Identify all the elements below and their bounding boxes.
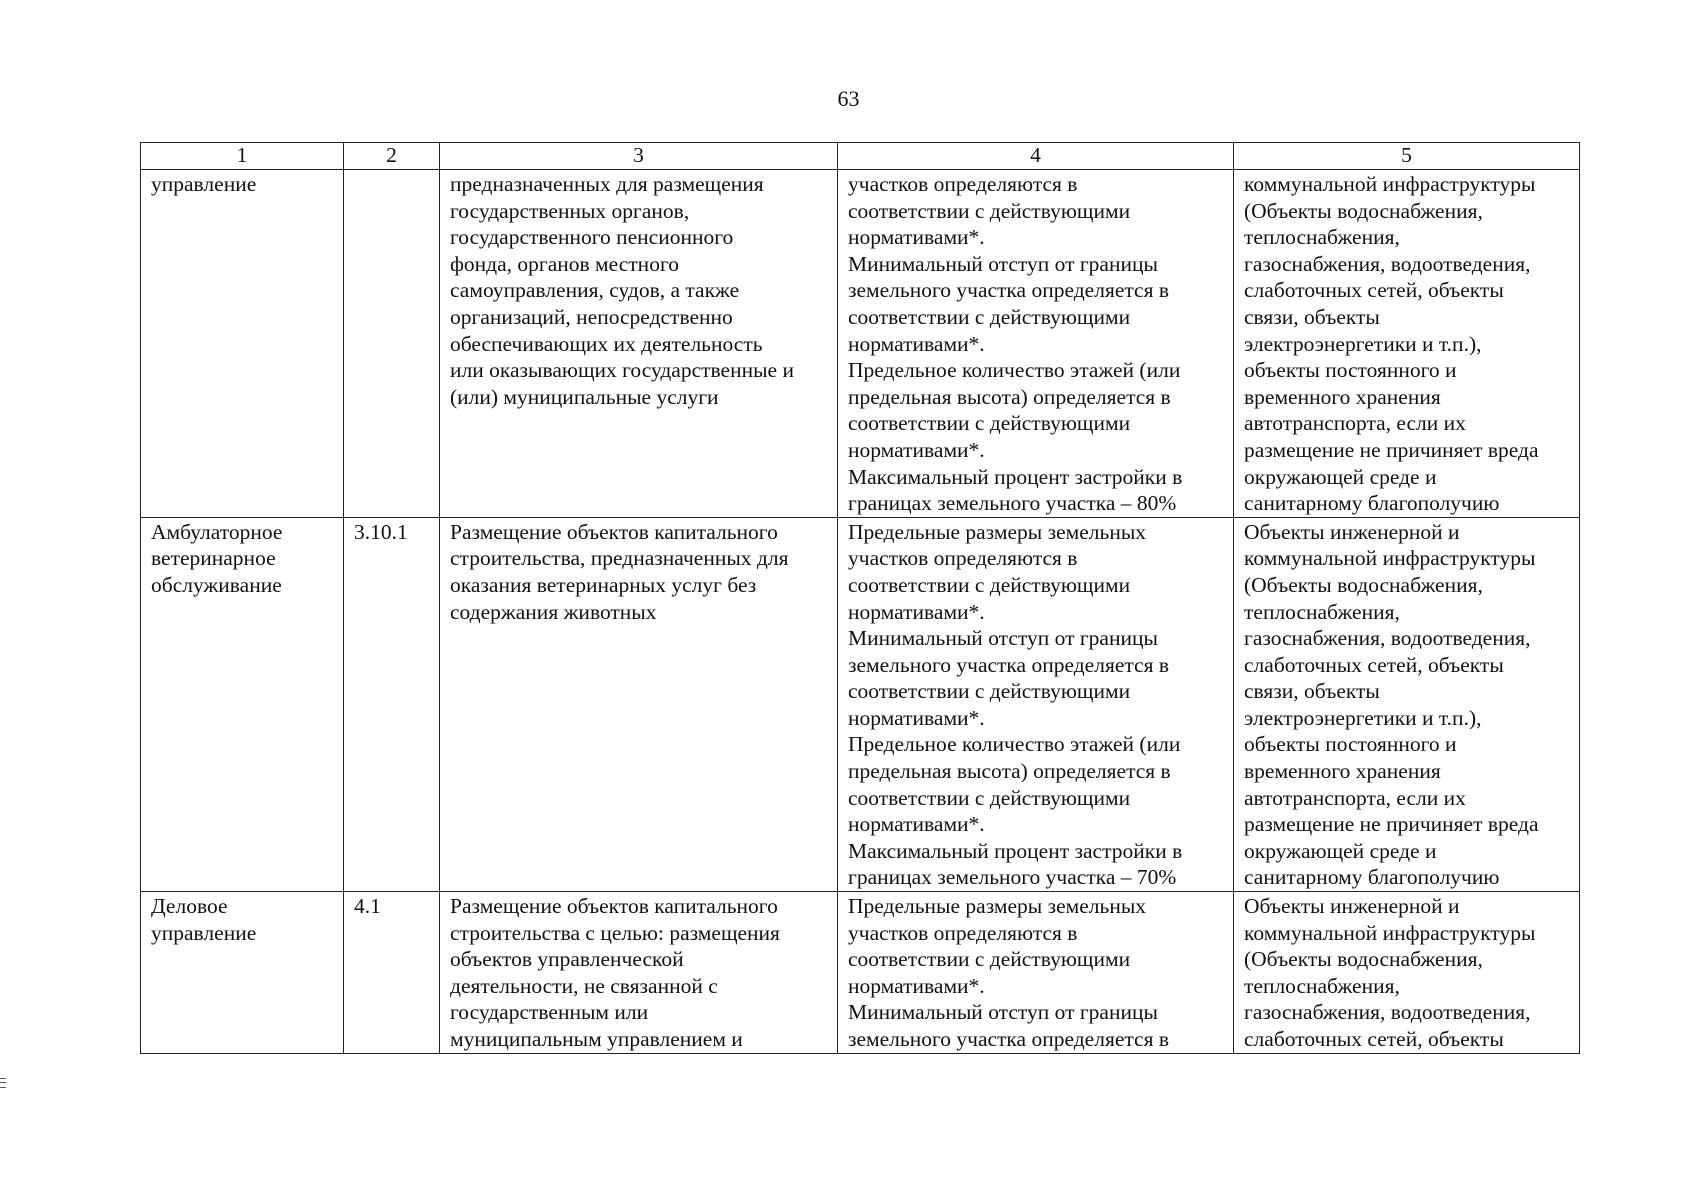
cell-text-line: земельного участка определяется в [848, 1027, 1169, 1051]
column-header-3: 3 [440, 143, 838, 170]
cell-text-line: границах земельного участка – 70% [848, 865, 1177, 890]
cell-text-line: размещение не причиняет вреда [1244, 812, 1539, 837]
cell-text-line: газоснабжения, водоотведения, [1244, 1000, 1531, 1025]
cell-text-line: строительства, предназначенных для [450, 546, 789, 571]
cell-text-line: соответствии с действующими [848, 572, 1131, 597]
cell-parameters [838, 170, 1234, 518]
cell-text-line: соответствии с действующими [848, 304, 1131, 329]
cell-parameters [838, 517, 1234, 891]
cell-text-line: содержания животных [450, 599, 657, 624]
cell-text-line: нормативами*. [848, 812, 985, 837]
cell-text-line: земельного участка определяется в [848, 652, 1169, 677]
cell-text-line: коммунальной инфраструктуры [1244, 920, 1536, 945]
cell-text-line: слаботочных сетей, объекты [1244, 652, 1504, 677]
cell-use-code [344, 170, 440, 518]
cell-text-line: Минимальный отступ от границы [848, 1000, 1158, 1025]
cell-text-line: объектов управленческой [450, 947, 684, 972]
cell-text-line: слаботочных сетей, объекты [1244, 1027, 1504, 1051]
cell-text-line: участков определяются в [848, 920, 1078, 945]
cell-use-code [344, 517, 440, 891]
cell-text-line: самоуправления, судов, а также [450, 278, 740, 303]
cell-text-line: временного хранения [1244, 384, 1441, 409]
cell-text-line: организаций, непосредственно [450, 304, 733, 329]
cell-text-line: Предельные размеры земельных [848, 894, 1147, 919]
cell-text-line: соответствии с действующими [848, 411, 1131, 436]
cell-text-line: государственным или [450, 1000, 649, 1025]
cell-use-name [141, 517, 344, 891]
cell-text-line: окружающей среде и [1244, 838, 1437, 863]
cell-auxiliary-uses [1234, 170, 1580, 518]
table-row [141, 517, 1580, 891]
cell-use-description [440, 892, 838, 1054]
cell-auxiliary-uses [1234, 892, 1580, 1054]
cell-text-line: предельная высота) определяется в [848, 759, 1171, 784]
cell-text-line: теплоснабжения, [1244, 973, 1400, 998]
cell-text-line: размещение не причиняет вреда [1244, 437, 1539, 462]
cell-text-line: предельная высота) определяется в [848, 384, 1171, 409]
cell-text-line: обслуживание [151, 572, 282, 597]
cell-text-line: Минимальный отступ от границы [848, 626, 1158, 651]
cell-text-line: Объекты инженерной и [1244, 519, 1460, 544]
cell-text-line: автотранспорта, если их [1244, 411, 1466, 436]
cell-text-line: Объекты инженерной и [1244, 894, 1460, 919]
cell-text-line: Размещение объектов капитального [450, 894, 778, 919]
cell-text-line: нормативами*. [848, 331, 985, 356]
cell-text-line: оказания ветеринарных услуг без [450, 572, 757, 597]
cell-text-line: фонда, органов местного [450, 251, 679, 276]
cell-text-line: участков определяются в [848, 172, 1078, 196]
cell-auxiliary-uses [1234, 517, 1580, 891]
cell-text-line: объекты постоянного и [1244, 732, 1457, 757]
column-header-4: 4 [838, 143, 1234, 170]
column-header-2: 2 [344, 143, 440, 170]
cell-text-line: нормативами*. [848, 437, 985, 462]
land-use-table [140, 142, 1580, 1054]
cell-text-line: автотранспорта, если их [1244, 785, 1466, 810]
cell-text-line: газоснабжения, водоотведения, [1244, 626, 1531, 651]
cell-use-name [141, 170, 344, 518]
column-header-5: 5 [1234, 143, 1580, 170]
cell-text-line: связи, объекты [1244, 679, 1380, 704]
cell-text-line: управление [151, 172, 257, 196]
column-header-1: 1 [141, 143, 344, 170]
cell-text-line: нормативами*. [848, 599, 985, 624]
cell-text-line: объекты постоянного и [1244, 358, 1457, 383]
cell-text-line: слаботочных сетей, объекты [1244, 278, 1504, 303]
cell-text-line: теплоснабжения, [1244, 599, 1400, 624]
cell-text-line: связи, объекты [1244, 304, 1380, 329]
cell-text-line: электроэнергетики и т.п.), [1244, 331, 1482, 356]
cell-text-line: соответствии с действующими [848, 198, 1131, 223]
scan-margin-mark [0, 1078, 6, 1088]
cell-text-line: Максимальный процент застройки в [848, 464, 1183, 489]
cell-text-line: газоснабжения, водоотведения, [1244, 251, 1531, 276]
cell-text-line: окружающей среде и [1244, 464, 1437, 489]
cell-text-line: Деловое [151, 894, 228, 919]
cell-text-line: санитарному благополучию [1244, 491, 1500, 516]
cell-text-line: 4.1 [354, 894, 381, 919]
cell-text-line: коммунальной инфраструктуры [1244, 172, 1536, 196]
cell-text-line: (Объекты водоснабжения, [1244, 198, 1483, 223]
cell-text-line: электроэнергетики и т.п.), [1244, 705, 1482, 730]
cell-text-line: государственных органов, [450, 198, 690, 223]
cell-parameters [838, 892, 1234, 1054]
cell-text-line: ветеринарное [151, 546, 276, 571]
cell-text-line: управление [151, 920, 257, 945]
cell-use-description [440, 517, 838, 891]
cell-text-line: или оказывающих государственные и [450, 358, 794, 383]
cell-text-line: участков определяются в [848, 546, 1078, 571]
cell-text-line: муниципальным управлением и [450, 1027, 743, 1051]
cell-text-line: (или) муниципальные услуги [450, 384, 719, 409]
cell-text-line: строительства с целью: размещения [450, 920, 780, 945]
cell-text-line: нормативами*. [848, 705, 985, 730]
cell-text-line: (Объекты водоснабжения, [1244, 947, 1483, 972]
table-header-row [141, 143, 1580, 170]
cell-text-line: границах земельного участка – 80% [848, 491, 1177, 516]
cell-text-line: теплоснабжения, [1244, 225, 1400, 250]
cell-text-line: соответствии с действующими [848, 947, 1131, 972]
cell-text-line: временного хранения [1244, 759, 1441, 784]
table-body [141, 170, 1580, 1054]
cell-text-line: (Объекты водоснабжения, [1244, 572, 1483, 597]
cell-use-name [141, 892, 344, 1054]
table-header [141, 143, 1580, 170]
cell-text-line: деятельности, не связанной с [450, 973, 718, 998]
cell-text-line: Предельное количество этажей (или [848, 358, 1181, 383]
cell-text-line: санитарному благополучию [1244, 865, 1500, 890]
cell-text-line: Амбулаторное [151, 519, 283, 544]
table-row [141, 170, 1580, 518]
cell-text-line: 3.10.1 [354, 519, 408, 544]
cell-text-line: соответствии с действующими [848, 785, 1131, 810]
cell-text-line: Предельные размеры земельных [848, 519, 1147, 544]
cell-text-line: Минимальный отступ от границы [848, 251, 1158, 276]
cell-text-line: земельного участка определяется в [848, 278, 1169, 303]
cell-text-line: Размещение объектов капитального [450, 519, 778, 544]
cell-text-line: коммунальной инфраструктуры [1244, 546, 1536, 571]
cell-text-line: соответствии с действующими [848, 679, 1131, 704]
table-row [141, 892, 1580, 1054]
cell-use-description [440, 170, 838, 518]
cell-use-code [344, 892, 440, 1054]
page-number: 63 [837, 86, 860, 111]
cell-text-line: Предельное количество этажей (или [848, 732, 1181, 757]
cell-text-line: Максимальный процент застройки в [848, 838, 1183, 863]
cell-text-line: предназначенных для размещения [450, 172, 764, 196]
cell-text-line: нормативами*. [848, 225, 985, 250]
cell-text-line: нормативами*. [848, 973, 985, 998]
cell-text-line: обеспечивающих их деятельность [450, 331, 763, 356]
cell-text-line: государственного пенсионного [450, 225, 734, 250]
